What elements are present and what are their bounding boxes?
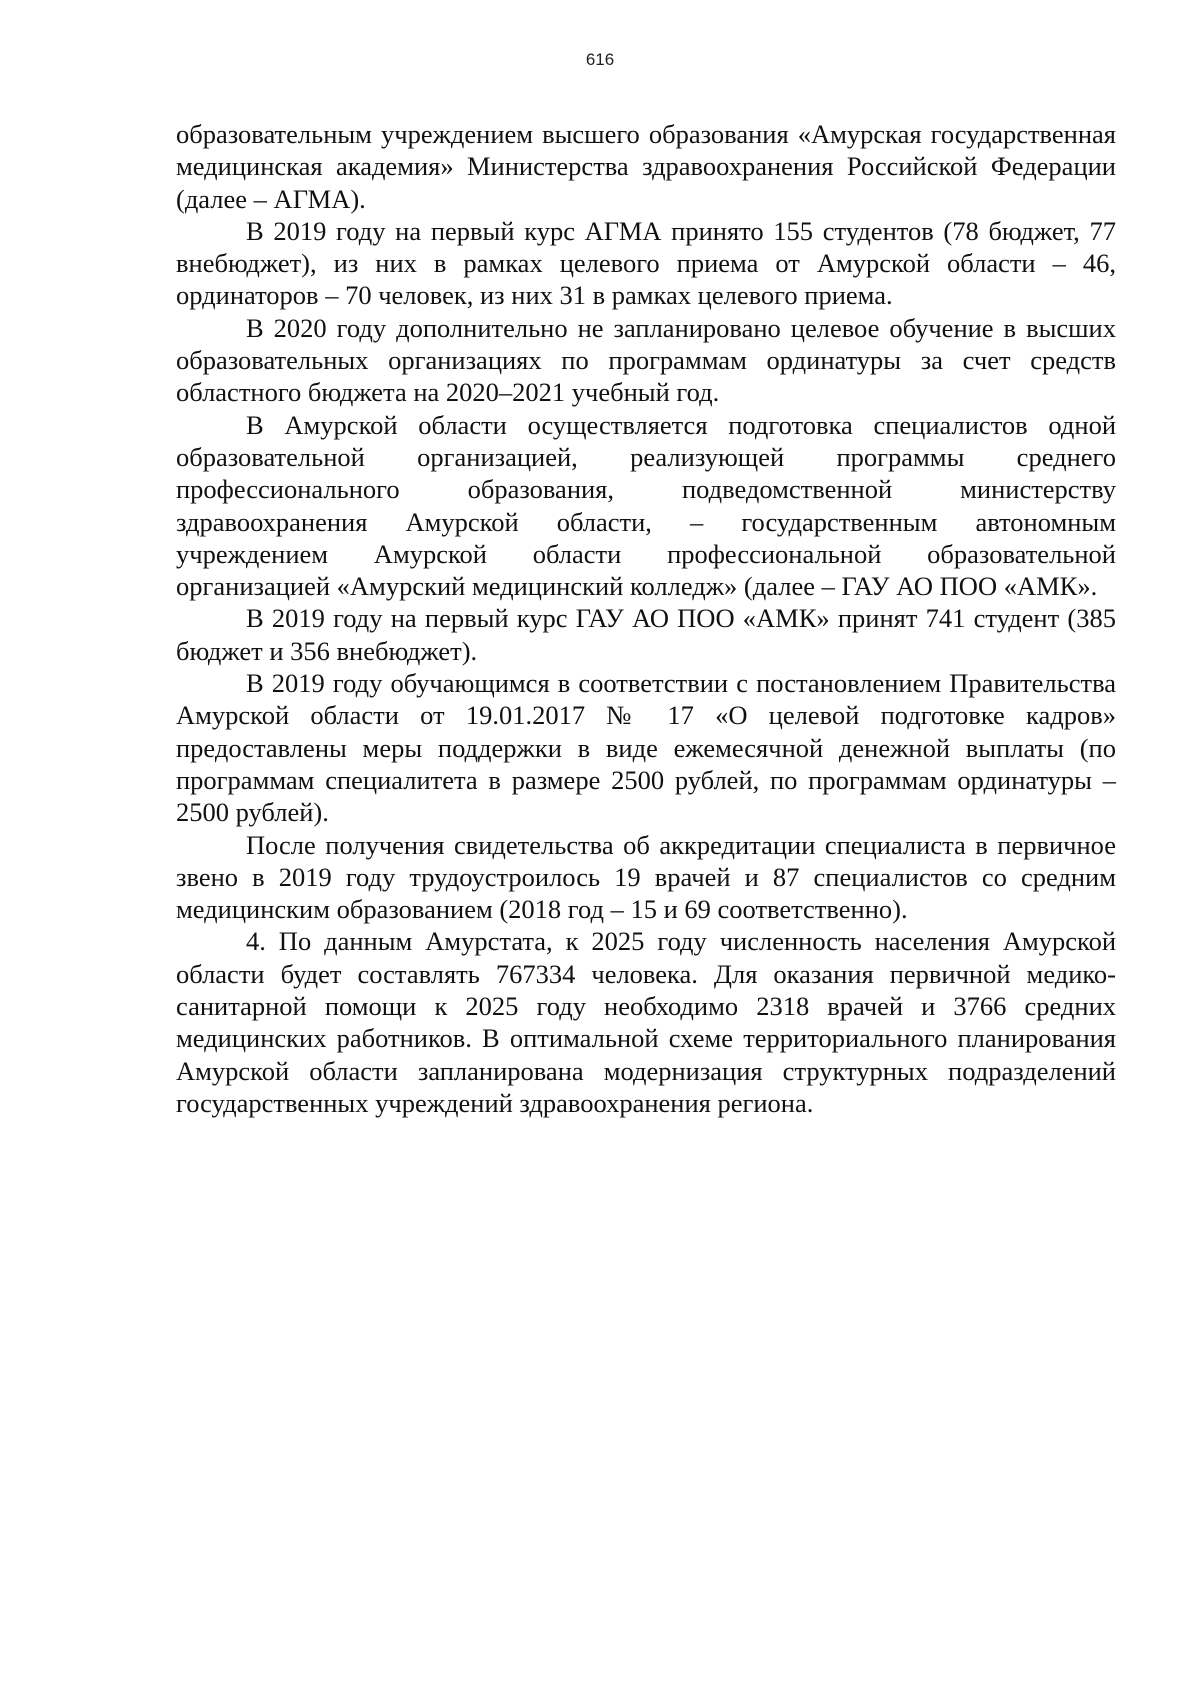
- document-body: [176, 118, 1116, 1119]
- paragraph-targeted-training-2020: В 2020 году дополнительно не запланировано целевое обучение в высших образовательных организациях по программам ординатуры за счет средств областного бюджета на 2020–2021 учебный год.: [176, 312, 1116, 408]
- paragraph-agma-admission-2019: В 2019 году на первый курс АГМА принято 155 студентов (78 бюджет, 77 внебюджет), из них в рамках целевого приема от Амурской области – 46, ординаторов – 70 человек, из них 31 в рамках целевого приема.: [176, 215, 1116, 311]
- paragraph-medical-college: В Амурской области осуществляется подготовка специалистов одной образовательной организацией, реализующей программы среднего профессионального образования, подведомственной министерству здравоохранения Амурской области, – государственным автономным учреждением Амурской области профессиональной образовательной организацией «Амурский медицинский колледж» (далее – ГАУ АО ПОО «АМК».: [176, 409, 1116, 602]
- paragraph-amk-admission-2019: В 2019 году на первый курс ГАУ АО ПОО «АМК» принят 741 студент (385 бюджет и 356 внебюджет).: [176, 603, 1116, 666]
- paragraph-continued-from-previous-page: образовательным учреждением высшего образования «Амурская государственная медицинская академия» Министерства здравоохранения Российской Федерации (далее – АГМА).: [176, 119, 1116, 214]
- paragraph-population-forecast-2025: 4. По данным Амурстата, к 2025 году численность населения Амурской области будет составлять 767334 человека. Для оказания первичной медико-санитарной помощи к 2025 году необходимо 2318 врачей и 3766 средних медицинских работников. В оптимальной схеме территориального планирования Амурской области запланирована модернизация структурных подразделений государственных учреждений здравоохранения региона.: [176, 926, 1116, 1118]
- paragraph-support-measures: В 2019 году обучающимся в соответствии с постановлением Правительства Амурской области от 19.01.2017 № 17 «О целевой подготовке кадров» предоставлены меры поддержки в виде ежемесячной денежной выплаты (по программам специалитета в размере 2500 рублей, по программам ординатуры – 2500 рублей).: [176, 668, 1116, 828]
- page-number: 616: [585, 50, 615, 69]
- paragraph-employment-after-accreditation: После получения свидетельства об аккредитации специалиста в первичное звено в 2019 году трудоустроилось 19 врачей и 87 специалистов со средним медицинским образованием (2018 год – 15 и 69 соответственно).: [176, 829, 1116, 925]
